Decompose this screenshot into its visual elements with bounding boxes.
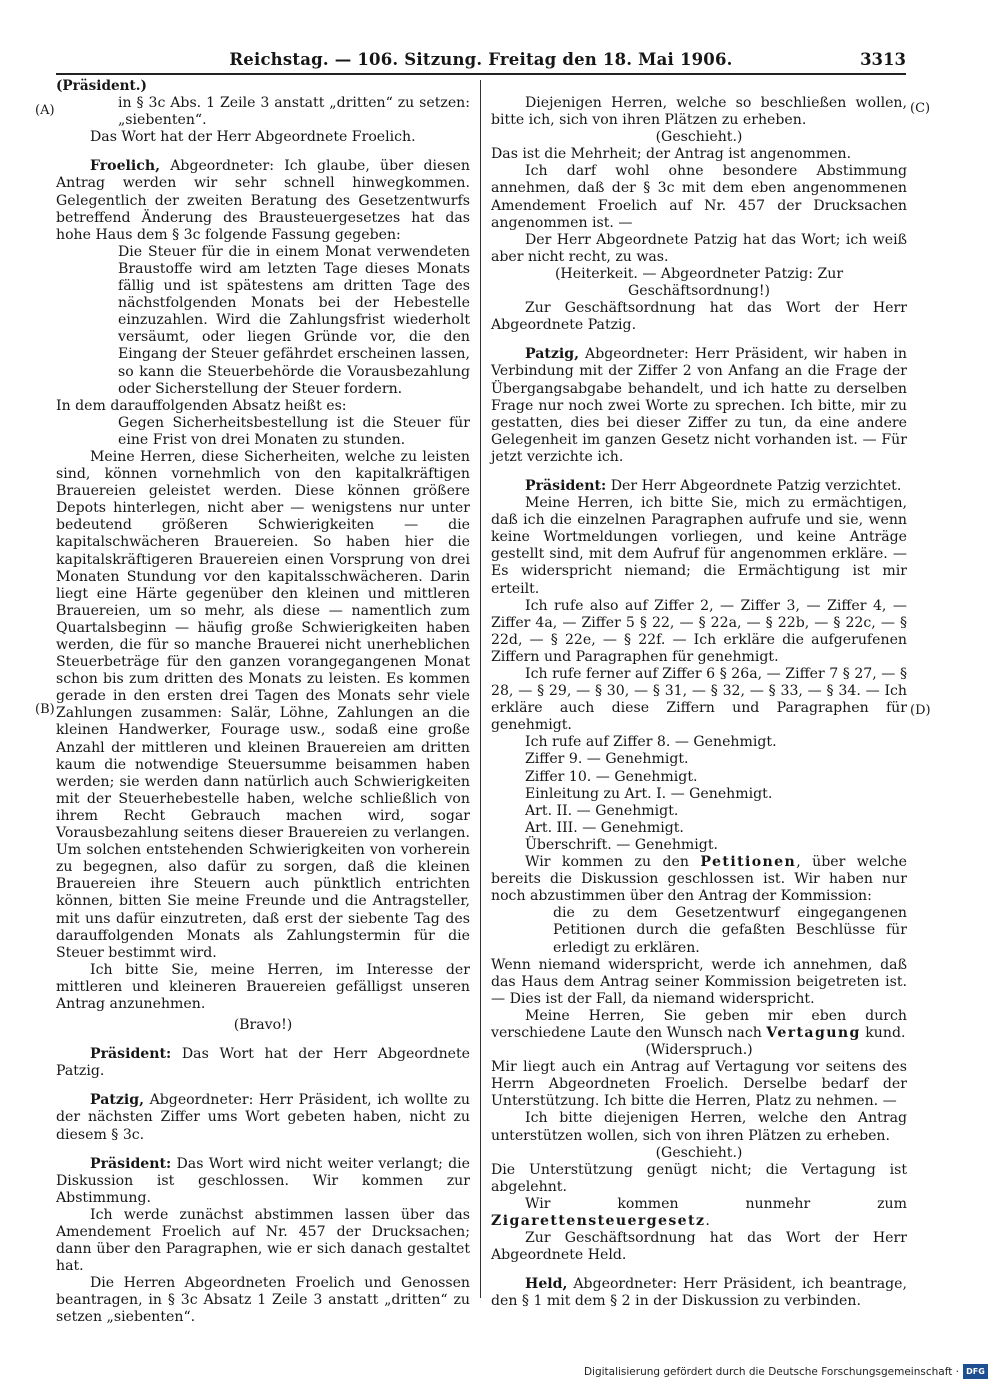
dfg-logo-icon: DFG [963,1364,988,1379]
text-run: Meine Herren, Sie geben mir eben durch verschiedene Laute den Wunsch nach [491,1007,907,1041]
speech-text: Das Wort wird nicht weiter verlangt; die Diskussion ist geschlossen. Wir kommen zur Abstimmung. [56,1155,470,1206]
paragraph: Das ist die Mehrheit; der Antrag ist angenommen. [491,146,852,163]
quotation: die zu dem Gesetzentwurf eingegangenen Petitionen durch die gefaßten Beschlüsse für erledigt zu erklären. [553,905,907,956]
speech-held [491,1276,907,1310]
paragraph [491,854,907,905]
speaker-name: Patzig, [90,1092,144,1109]
speaker-name: Held, [525,1276,568,1293]
speech-text: Abgeordneter: Herr Präsident, ich wollte zu der nächsten Ziffer ums Wort gebeten haben, nicht zu diesem § 3c. [56,1092,470,1143]
paragraph: Ich darf wohl ohne besondere Abstimmung annehmen, daß der § 3c mit dem eben angenommenen Amendement Froelich auf Nr. 457 der Drucksachen angenommen ist. — [491,163,907,231]
text-run: kund. [860,1024,906,1041]
speech-text: Abgeordneter: Ich glaube, über diesen Antrag werden wir sehr schnell hinwegkommen. Gelegentlich der zweiten Beratung des Gesetzentwurfs betreffend Änderung des Brausteuergesetzes hat das hohe Haus dem § 3c folgende Fassung gegeben: [56,158,470,243]
paragraph: Meine Herren, diese Sicherheiten, welche zu leisten sind, können vornehmlich von den kapitalkräftigen Brauereien geleistet werden. Diese können größere Depots hinterlegen, nicht aber — wenigstens nur unter bedeutend größeren Schwierigkeiten — die kapitalschwächeren Brauereien. So haben hier die kapitalskräftigeren Brauereien einen Vorsprung von drei Monaten Stundung vor den kapitalsschwächeren. Darin liegt eine Härte gegenüber den kleinen und mittleren Brauereien, um so mehr, als diese — namentlich zum Quartalsbeginn — häufig große Schwierigkeiten haben werden, die für so manche Brauerei nicht unerheblichen Steuerbeträge für den ganzen vorangegangenen Monat schon bis zum dritten des Monats zu leisten. Es kommen gerade in den ersten drei Tagen des Monats sehr viele Zahlungen zusammen: Salär, Löhne, Zahlungen an die kleinen Handwerker, Fourage usw., sodaß eine große Anzahl der mittleren und kleinen Brauereien am dritten kaum die notwendige Steuersumme beisammen haben werden; sie werden dann natürlich auch Schwierigkeiten mit der Steuerhebestelle haben, welche schließlich von ihrem Recht Gebrauch machen wird, sogar Vorausbezahlung seitens dieser Brauereien zu verlangen. Um solchen entstehenden Schwierigkeiten von vorherein zu begegnen, also dafür zu sorgen, daß die kleinen Brauereien ihre Steuern auch pünktlich entrichten können, bitten Sie meine Freunde und die Antragsteller, mit uns dafür einzutreten, daß erst der siebente Tag des darauffolgenden Monats als Zahlungstermin für die Steuer bestimmt wird. [56,448,470,961]
paragraph: Das Wort hat der Herr Abgeordnete Froelich. [90,129,416,146]
left-column [56,78,470,1326]
interjection: (Heiterkeit. — Abgeordneter Patzig: Zur Geschäftsordnung!) [554,265,844,300]
emphasis: Zigarettensteuergesetz [491,1213,706,1229]
paragraph [491,1008,907,1042]
paragraph: Ich bitte Sie, meine Herren, im Interesse der mittleren und kleineren Brauereien gefälligst unseren Antrag anzunehmen. [56,961,470,1012]
speech-text: Das Wort hat der Herr Abgeordnete Patzig. [56,1046,470,1080]
page-number: 3313 [860,50,906,69]
speech-text: Abgeordneter: Herr Präsident, wir haben in Verbindung mit der Ziffer 2 von Anfang an die Frage der Übergangsabgabe behandelt, und ich hatte zu derselben Frage nur noch zwei Worte zu sprechen. Ich bitte, mir zu gestatten, dies bei dieser Ziffer zu tun, da eine andere Gelegenheit im ganzen Gesetz nicht vorhanden ist. — Für jetzt verzichte ich. [491,346,907,465]
paragraph: Ich rufe also auf Ziffer 2, — Ziffer 3, — Ziffer 4, — Ziffer 4a, — Ziffer 5 § 22, — § 22a, — § 22b, — § 22c, — § 22d, — § 22e, — § 22f. — Ich erkläre die aufgerufenen Ziffern und Paragraphen für genehmigt. [491,597,907,665]
speaker-name: Präsident: [90,1046,172,1063]
paragraph: Meine Herren, ich bitte Sie, mich zu ermächtigen, daß ich die einzelnen Paragraphen aufrufe und sie, wenn keine Wortmeldungen vorliegen, und keine Anträge gestellt sind, mit dem Aufruf für angenommen erkläre. — Es widerspricht niemand; die Ermächtigung ist mir erteilt. [491,495,907,597]
speaker-name: Präsident: [525,477,607,494]
paragraph: Die Unterstützung genügt nicht; die Vertagung ist abgelehnt. [491,1161,907,1195]
digitization-footer [584,1364,988,1379]
speech-president [491,478,907,495]
text-run: Wir kommen zu den [525,854,701,871]
speech-patzig [491,346,907,466]
list-item: Art. II. — Genehmigt. [525,802,679,819]
quotation: Die Steuer für die in einem Monat verwendeten Braustoffe wird am letzten Tage dieses Monats fällig und ist spätestens am dritten Tage des nächstfolgenden Monats bei der Hebestelle einzuzahlen. Wird die Zahlungsfrist wiederholt versäumt, oder liegen Gründe vor, die den Eingang der Steuer gefährdet erscheinen lassen, so kann die Steuerbehörde die Vorausbezahlung oder Sicherstellung der Steuer fordern. [118,243,470,397]
speech-text: Der Herr Abgeordnete Patzig verzichtet. [606,477,902,494]
paragraph [491,1196,907,1230]
column-divider [480,80,481,1298]
paragraph: in § 3c Abs. 1 Zeile 3 anstatt „dritten“ zu setzen: „siebenten“. [118,95,470,129]
speaker-name: Froelich, [90,158,160,175]
list-item: Art. III. — Genehmigt. [525,819,684,836]
interjection: (Geschieht.) [655,129,743,146]
emphasis: Vertagung [766,1024,861,1041]
paragraph: In dem darauffolgenden Absatz heißt es: [56,397,347,414]
running-title: Reichstag. — 106. Sitzung. Freitag den 18. Mai 1906. [229,50,733,69]
list-item: Einleitung zu Art. I. — Genehmigt. [525,785,773,802]
text-run: . [705,1213,710,1229]
paragraph: Die Herren Abgeordneten Froelich und Genossen beantragen, in § 3c Absatz 1 Zeile 3 anstatt „dritten“ zu setzen „siebenten“. [56,1275,470,1326]
margin-letter-b: (B) [35,702,55,717]
interjection: (Bravo!) [233,1017,293,1034]
paragraph: Der Herr Abgeordnete Patzig hat das Wort; ich weiß aber nicht recht, zu was. [491,231,907,265]
paragraph: Wenn niemand widerspricht, werde ich annehmen, daß das Haus dem Antrag seiner Kommission beigetreten ist. — Dies ist der Fall, da niemand widerspricht. [491,956,907,1007]
quotation: Gegen Sicherheitsbestellung ist die Steuer für eine Frist von drei Monaten zu stunden. [118,414,470,448]
speech-president [56,1046,470,1080]
paragraph: Ich bitte diejenigen Herren, welche den Antrag unterstützen wollen, sich von ihren Plätzen zu erheben. [491,1110,907,1144]
text-run: , über welche bereits die Diskussion geschlossen ist. Wir haben nur noch abzustimmen über den Antrag der Kommission: [491,854,907,905]
paragraph: Ich werde zunächst abstimmen lassen über das Amendement Froelich auf Nr. 457 der Drucksachen; dann über den Paragraphen, wie er sich danach gestaltet hat. [56,1206,470,1275]
margin-letter-c: (C) [910,101,931,116]
speech-froelich [56,158,470,243]
paragraph: Zur Geschäftsordnung hat das Wort der Herr Abgeordnete Patzig. [491,300,907,334]
paragraph: Mir liegt auch ein Antrag auf Vertagung vor seitens des Herrn Abgeordneten Froelich. Derselbe bedarf der Unterstützung. Ich bitte die Herren, Platz zu nehmen. — [491,1059,907,1110]
speaker-name: Patzig, [525,346,579,363]
interjection: (Widerspruch.) [645,1042,753,1059]
emphasis: Petitionen [700,854,797,871]
list-item: Ziffer 10. — Genehmigt. [525,768,698,785]
list-item: Ziffer 9. — Genehmigt. [525,751,689,768]
text-run: Wir kommen nunmehr zum [525,1195,907,1212]
speech-text: Abgeordneter: Herr Präsident, ich beantrage, den § 1 mit dem § 2 in der Diskussion zu verbinden. [491,1276,907,1310]
speaker-name: Präsident: [90,1155,172,1172]
speech-president [56,1156,470,1207]
margin-letter-d: (D) [910,703,931,718]
paragraph: Diejenigen Herren, welche so beschließen wollen, bitte ich, sich von ihren Plätzen zu erheben. [491,95,907,129]
list-item: Ich rufe auf Ziffer 8. — Genehmigt. [525,734,777,751]
list-item: Überschrift. — Genehmigt. [525,836,718,853]
running-head: (Präsident.) [56,78,147,94]
speech-patzig [56,1092,470,1143]
header-rule [56,73,906,75]
margin-letter-a: (A) [35,103,55,118]
paragraph: Zur Geschäftsordnung hat das Wort der Herr Abgeordnete Held. [491,1230,907,1264]
right-column [491,78,907,1310]
paragraph: Ich rufe ferner auf Ziffer 6 § 26a, — Ziffer 7 § 27, — § 28, — § 29, — § 30, — § 31, — § 32, — § 33, — § 34. — Ich erkläre auch diese Ziffern und Paragraphen für genehmigt. [491,666,907,734]
interjection: (Geschieht.) [655,1144,743,1161]
footer-text: Digitalisierung gefördert durch die Deutsche Forschungsgemeinschaft · [583,1365,959,1378]
